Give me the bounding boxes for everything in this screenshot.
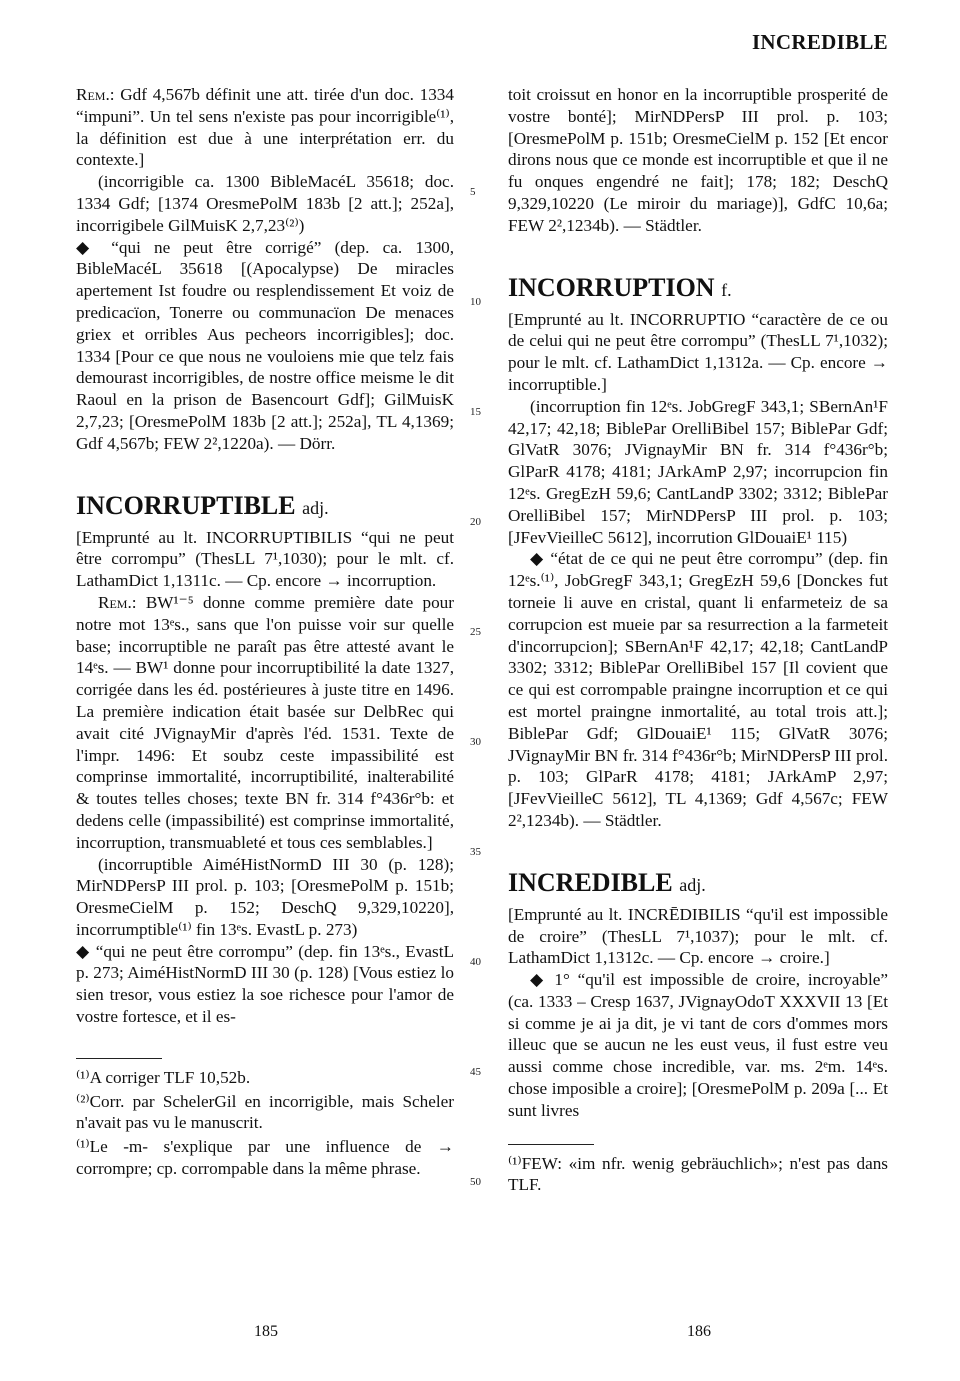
remark-label-2: Rem.: [98,592,137,612]
remark-text: Gdf 4,567b définit une att. tirée d'un doc. 1334 “impuni”. Un tel sens n'existe pas pour incorrigible⁽¹⁾, la définition est due à une interprétation err. du contexte.] [76,85,454,170]
line-number: 45 [470,1066,481,1078]
line-number: 40 [470,956,481,968]
footnote: ⁽¹⁾A corriger TLF 10,52b. [76,1067,251,1087]
sense-paragraph-2: ◆ “qui ne peut être corrompu” (dep. fin 13ᵉs., EvastL p. 273; AiméHistNormD III 30 (p. 128) [Vous estiez lo sien tresor, vous estiez la soe richesce pour l'amor de vostre fortesce, et il es- [76,941,454,1027]
page-number-right: 186 [687,1323,711,1340]
right-column [508,84,888,1198]
line-number: 10 [470,296,481,308]
line-number: 30 [470,736,481,748]
remark-paragraph [76,84,454,171]
line-number: 15 [470,406,481,418]
footnote: ⁽¹⁾FEW: «im nfr. wenig gebräuchlich»; n'est pas dans TLF. [508,1153,888,1195]
footnotes [76,1067,454,1180]
remark-paragraph-2 [76,592,454,854]
footnote-divider [76,1058,162,1059]
remark-text-2: BW¹⁻⁵ donne comme première date pour notre mot 13ᵉs., sans que l'on puisse voir sur quelle base; incorruptible ne paraît pas être attesté avant le 14ᵉs. — BW¹ donne pour incorruptibilité la date 1327, corrigée dans les éd. postérieures à juste titre en 1496. La première indication était basée sur DelbRec qui avait cité JVignayMir d'après l'éd. 1531. Texte de l'impr. 1496: Et soubz ceste impassibilité est comprinse immortalité, incorruptibilité, inalterabilité & toutes telles choses; texte BN fr. 314 f°436r°b: et dedens celle (impassibilité) est comprinse immortalité, incorruption, transmuableté et tous ces semblables.] [76,592,455,852]
sense-paragraph-2: ◆ 1° “qu'il est impossible de croire, incroyable” (ca. 1333 – Cresp 1637, JVignayOdoT XXXVII 13 [Et si comme je ai ja dit, je vi tant de cors d'ommes mors illeuc que se aucun ne les eust veus, il fust estre veu aussi comme chose incredible, var. ms. 2ᵉm. 14ᵉs. chose imposible a croire]; [OresmePolM p. 209a [... Et sunt livres [508,970,888,1120]
remark-label: Rem.: [76,85,115,104]
headword-text: INCREDIBLE [508,867,673,897]
footnote: ⁽¹⁾Le -m- s'explique par une influence de → corrompre; cp. corrompable dans la même phrase. [76,1137,454,1179]
footnote: ⁽²⁾Corr. par SchelerGil en incorrigible, mais Scheler n'avait pas vu le manuscrit. [76,1091,454,1133]
attestation-paragraph-2: (incorruptible AiméHistNormD III 30 (p. 128); MirNDPersP III prol. p. 103; [OresmePolM p. 151b; OresmeCielM p. 152; DeschQ 9,329,10220], incorrumptible⁽¹⁾ fin 13ᵉs. EvastL p. 273) [76,854,454,939]
sense-paragraph: ◆ “qui ne peut être corrigé” (dep. ca. 1300, BibleMacéL 35618 [(Apocalypse) De miracles apertement Ist foudre ou resplendissement Et voiz de predicacïon, Tonerre ou communacïon De menaces griex et orribles Aus pecheors incorrigibles]; doc. 1334 [Pour ce que nous ne vouloiens mie que telz fais demourast incorrigibles, de nostre office meisme le dit Raoul en la prison de Basencourt Gdf]; GilMuisK 2,7,23; [OresmePolM 183b [2 att.]; 252a], TL 4,1369; Gdf 4,567b; FEW 2²,1220a). — Dörr. [76,237,454,453]
footnote-divider [508,1144,594,1145]
line-number: 50 [470,1176,481,1188]
headword-text: INCORRUPTION [508,272,715,302]
footnotes [508,1153,888,1197]
line-number: 20 [470,516,481,528]
headword-text: INCORRUPTIBLE [76,490,296,520]
attestation-paragraph: (incorrigible ca. 1300 BibleMacéL 35618; doc. 1334 Gdf; [1374 OresmePolM 183b [2 att.]; 252a], incorrigibele GilMuisK 2,7,23⁽²⁾) [76,172,454,235]
headword-pos: f. [721,279,732,300]
headword-pos: adj. [302,497,329,518]
etymology-paragraph: [Emprunté au lt. INCORRUPTIO “caractère de ce ou de celui qui ne peut être corrompu” (ThesLL 7¹,1032); pour le mlt. cf. LathamDict 1,1312a. — Cp. encore → incorruptible.] [508,309,888,394]
sense-paragraph: ◆ “état de ce qui ne peut être corrompu” (dep. fin 12ᵉs.⁽¹⁾, JobGregF 343,1; GregEzH 59,6 [Donckes fut torneie li auve en cristal, quant li enfarmeteiz de sa corrupcion est mueie par sa resurrection a la farmeteit d'incorrupcion]; SBernAn¹F 42,17; 42,18; CantLandP 3302; 3312; BiblePar OrelliBibel 157 [Il covient que ce qui est corrompable praingne incorruption et ce qui est mortel praingne inmortalité, au total trois att.]; BiblePar Gdf; GlDouaiE¹ 115; GlVatR 3076; JVignayMir BN fr. 314 f°436r°b; MirNDPersP III prol. p. 103; GlParR 4178; 4181; JArkAmP 2,97; [JFevVieilleC 5612], TL 4,1369; Gdf 4,567c; FEW 2²,1234b). — Städtler. [508,549,888,830]
left-column [76,84,454,1182]
entry-headword [76,491,454,523]
entry-headword-incorruption [508,273,888,305]
etymology-paragraph-2: [Emprunté au lt. INCRĒDIBILIS “qu'il est impossible de croire” (ThesLL 7¹,1037); pour le mlt. cf. LathamDict 1,1312c. — Cp. encore → croire.] [508,904,888,968]
line-number: 25 [470,626,481,638]
headword-pos: adj. [679,874,706,895]
line-number: 35 [470,846,481,858]
continuation-paragraph: toit croissut en honor en la incorruptible prosperité de vostre bonté]; MirNDPersP III prol. p. 103; [OresmePolM p. 151b; OresmeCielM p. 152 [Et encor dirons nous que ce monde est incorruptible et que il ne fu onques engendré ne fait]; 178; 182; DeschQ 9,329,10220 (Le miroir du mariage)], GdfC 10,6a; FEW 2²,1234b). — Städtler. [508,85,888,235]
line-number: 5 [470,186,476,198]
attestation-paragraph: (incorruption fin 12ᵉs. JobGregF 343,1; SBernAn¹F 42,17; 42,18; BiblePar OrelliBibel 157; BiblePar Gdf; GlVatR 3076; JVignayMir BN fr. 314 f°436r°b; GlParR 4178; 4181; JArkAmP 2,97; incorrupcion fin 12ᵉs. GregEzH 59,6; CantLandP 3302; 3312; BiblePar OrelliBibel 157; MirNDPersP III prol. p. 103; [JFevVieilleC 5612], incorrution GlDouaiE¹ 115) [508,396,888,547]
etymology-paragraph: [Emprunté au lt. INCORRUPTIBILIS “qui ne peut être corrompu” (ThesLL 7¹,1030); pour le mlt. cf. LathamDict 1,1311c. — Cp. encore → incorruption. [76,527,454,591]
running-head: INCREDIBLE [751,30,888,54]
entry-headword-incredible [508,868,888,900]
page-number-left: 185 [254,1323,278,1340]
